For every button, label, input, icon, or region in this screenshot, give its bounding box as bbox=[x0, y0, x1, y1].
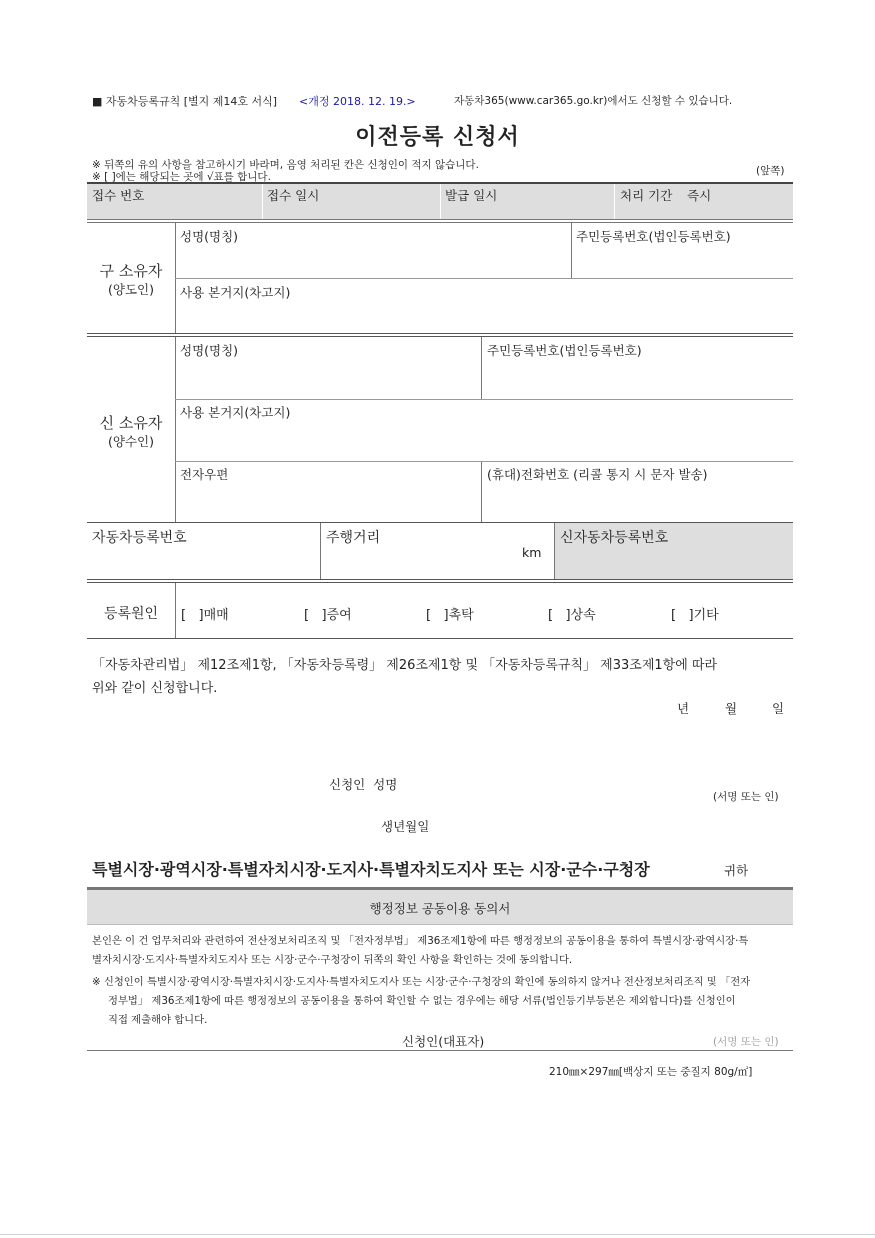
declaration-line-1: 「자동차관리법」 제12조제1항, 「자동차등록령」 제26조제1항 및 「자동차등록규칙」 제33조제1항에 따라 bbox=[92, 658, 718, 673]
checkbox-open-bracket: [ bbox=[304, 608, 310, 623]
date-day-label: 일 bbox=[772, 701, 785, 716]
new-owner-phone-field[interactable]: (휴대)전화번호 (리콜 통지 시 문자 발송) bbox=[487, 467, 708, 482]
consent-signature-note: (서명 또는 인) bbox=[713, 1036, 779, 1048]
birth-date-field[interactable]: 생년월일 bbox=[381, 819, 430, 834]
revision-date: <개정 2018. 12. 19.> bbox=[299, 95, 416, 108]
checkbox-close-bracket: ] bbox=[688, 608, 694, 623]
receipt-number-label: 접수 번호 bbox=[92, 188, 145, 203]
applicant-name-field[interactable]: 신청인 성명 bbox=[329, 777, 398, 792]
mileage-field[interactable]: 주행거리 bbox=[326, 530, 381, 546]
signature-note: (서명 또는 인) bbox=[713, 791, 779, 803]
reason-option-commission[interactable] bbox=[426, 604, 474, 623]
mileage-unit: km bbox=[522, 545, 542, 560]
old-owner-title: 구 소유자 bbox=[99, 262, 163, 280]
new-reg-number-label: 신자동차등록번호 bbox=[560, 530, 669, 546]
new-owner-title: 신 소유자 bbox=[99, 414, 163, 432]
new-owner-id-field[interactable]: 주민등록번호(법인등록번호) bbox=[487, 343, 642, 358]
checkbox-open-bracket: [ bbox=[426, 608, 432, 623]
reason-option-label: 증여 bbox=[326, 608, 352, 623]
vehicle-reg-number-field[interactable]: 자동차등록번호 bbox=[92, 530, 187, 546]
checkbox-close-bracket: ] bbox=[443, 608, 449, 623]
old-owner-subtitle: (양도인) bbox=[108, 282, 154, 297]
consent-body-line-1: 본인은 이 건 업무처리와 관련하여 전산정보처리조직 및 「전자정부법」 제36조제1항에 따른 행정정보의 공동이용을 통하여 특별시장·광역시장·특 bbox=[92, 935, 749, 947]
consent-body-line-2: 별자치시장·도지사·특별자치도지사 또는 시장·군수·구청장이 뒤쪽의 확인 사항을 확인하는 것에 동의합니다. bbox=[92, 954, 573, 966]
form-reference: ■ 자동차등록규칙 [별지 제14호 서식] bbox=[92, 95, 278, 108]
reason-option-label: 상속 bbox=[570, 608, 596, 623]
processing-period-label: 처리 기간 bbox=[620, 188, 673, 203]
consent-title: 행정정보 공동이용 동의서 bbox=[369, 901, 511, 916]
old-owner-id-field[interactable]: 주민등록번호(법인등록번호) bbox=[576, 229, 731, 244]
reason-option-inheritance[interactable] bbox=[548, 604, 596, 623]
consent-applicant-field[interactable]: 신청인(대표자) bbox=[402, 1034, 485, 1049]
checkbox-open-bracket: [ bbox=[671, 608, 677, 623]
reason-option-other[interactable] bbox=[671, 604, 719, 623]
consent-note-line-2: 정부법」 제36조제1항에 따른 행정정보의 공동이용을 통하여 확인할 수 없는 경우에는 해당 서류(법인등기부등본은 제외합니다)를 신청인이 bbox=[108, 995, 736, 1007]
reason-option-label: 매매 bbox=[203, 608, 229, 623]
date-year-label: 년 bbox=[677, 701, 690, 716]
new-owner-subtitle: (양수인) bbox=[108, 434, 154, 449]
new-owner-address-field[interactable]: 사용 본거지(차고지) bbox=[180, 405, 291, 420]
declaration-line-2: 위와 같이 신청합니다. bbox=[92, 681, 218, 696]
checkbox-close-bracket: ] bbox=[565, 608, 571, 623]
new-owner-name-field[interactable]: 성명(명칭) bbox=[180, 343, 239, 358]
checkbox-open-bracket: [ bbox=[548, 608, 554, 623]
addressee-text: 특별시장·광역시장·특별자치시장·도지사·특별자치도지사 또는 시장·군수·구청장 bbox=[92, 860, 650, 879]
paper-spec: 210㎜×297㎜[백상지 또는 중질지 80g/㎡] bbox=[549, 1066, 753, 1078]
addressee-suffix: 귀하 bbox=[724, 863, 749, 878]
consent-note-line-1: ※ 신청인이 특별시장·광역시장·특별자치시장·도지사·특별자치도지사 또는 시장·군수·구청장의 확인에 동의하지 않거나 전산정보처리조직 및 「전자 bbox=[92, 976, 751, 988]
checkbox-open-bracket: [ bbox=[181, 608, 187, 623]
old-owner-address-field[interactable]: 사용 본거지(차고지) bbox=[180, 285, 291, 300]
processing-period-value: 즉시 bbox=[687, 188, 712, 203]
receipt-date-label: 접수 일시 bbox=[267, 188, 320, 203]
notice-checkbox: ※ [ ]에는 해당되는 곳에 √표를 합니다. bbox=[92, 171, 271, 183]
checkbox-close-bracket: ] bbox=[321, 608, 327, 623]
page-bottom-divider bbox=[0, 1234, 875, 1235]
consent-note-line-3: 직접 제출해야 합니다. bbox=[108, 1014, 208, 1026]
issue-date-label: 발급 일시 bbox=[445, 188, 498, 203]
reason-option-gift[interactable] bbox=[304, 604, 352, 623]
form-title: 이전등록 신청서 bbox=[355, 125, 520, 150]
reason-label: 등록원인 bbox=[103, 606, 159, 622]
reason-option-label: 촉탁 bbox=[448, 608, 474, 623]
reason-option-label: 기타 bbox=[693, 608, 719, 623]
checkbox-close-bracket: ] bbox=[198, 608, 204, 623]
notice-shaded-cells: ※ 뒤쪽의 유의 사항을 참고하시기 바라며, 음영 처리된 칸은 신청인이 적지 않습니다. bbox=[92, 159, 479, 171]
new-owner-email-field[interactable]: 전자우편 bbox=[180, 467, 229, 482]
date-month-label: 월 bbox=[725, 701, 738, 716]
old-owner-name-field[interactable]: 성명(명칭) bbox=[180, 229, 239, 244]
online-application-note: 자동차365(www.car365.go.kr)에서도 신청할 수 있습니다. bbox=[454, 95, 733, 107]
reason-option-sale[interactable] bbox=[181, 604, 229, 623]
page-side-label: (앞쪽) bbox=[756, 165, 785, 177]
